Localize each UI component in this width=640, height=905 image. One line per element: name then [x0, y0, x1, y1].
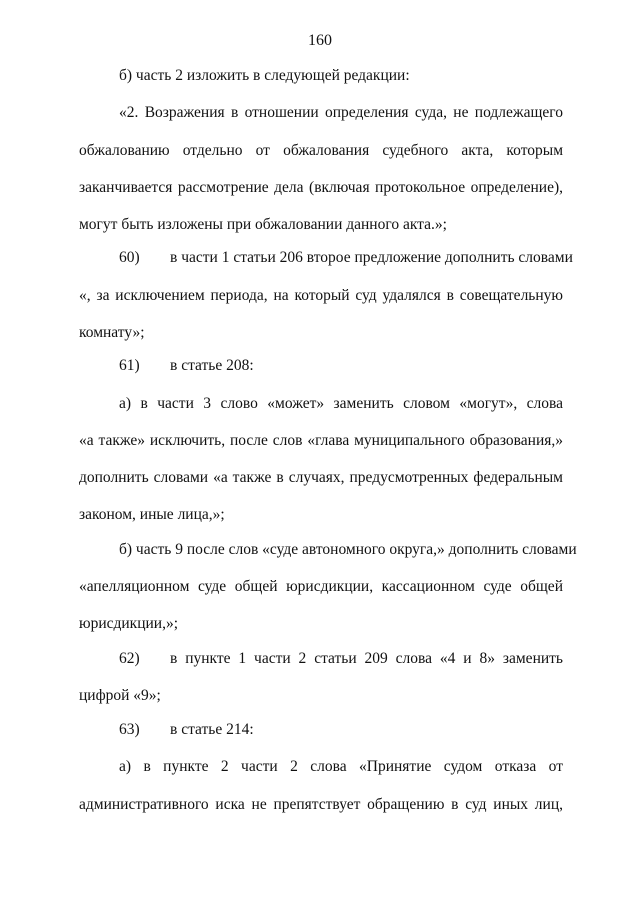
text-line: а) в пункте 2 части 2 слова «Принятие судом отказа от [119, 758, 563, 775]
text-line: административного иска не препятствует обращению в суд иных лиц, [79, 796, 563, 813]
text-line: а) в части 3 слово «может» заменить словом «могут», слова [119, 395, 563, 412]
text-line: в части 1 статьи 206 второе предложение дополнить словами [170, 249, 573, 266]
text-line: б) часть 2 изложить в следующей редакции: [119, 67, 410, 84]
text-line: «2. Возражения в отношении определения суда, не подлежащего [119, 104, 563, 121]
text-line: «а также» исключить, после слов «глава муниципального образования,» [79, 432, 563, 449]
text-line: обжалованию отдельно от обжалования судебного акта, которым [79, 142, 563, 159]
text-line: могут быть изложены при обжаловании данного акта.»; [79, 216, 447, 233]
text-line: б) часть 9 после слов «суде автономного округа,» дополнить словами [119, 541, 577, 558]
text-line: комнату»; [79, 324, 145, 341]
page-number: 160 [308, 32, 332, 49]
item-number: 63) [119, 721, 140, 738]
text-line: дополнить словами «а также в случаях, предусмотренных федеральным [79, 469, 563, 486]
text-line: заканчивается рассмотрение дела (включая протокольное определение), [79, 179, 563, 196]
text-line: цифрой «9»; [79, 687, 161, 704]
text-line: юрисдикции,»; [79, 615, 179, 632]
item-number: 62) [119, 650, 140, 667]
text-line: в статье 208: [170, 357, 254, 374]
text-line: «, за исключением периода, на который суд удалялся в совещательную [79, 287, 563, 304]
text-line: «апелляционном суде общей юрисдикции, кассационном суде общей [79, 578, 563, 595]
text-line: в пункте 1 части 2 статьи 209 слова «4 и 8» заменить [170, 650, 563, 667]
text-line: в статье 214: [170, 721, 254, 738]
text-line: законом, иные лица,»; [79, 506, 225, 523]
item-number: 61) [119, 357, 140, 374]
item-number: 60) [119, 249, 140, 266]
